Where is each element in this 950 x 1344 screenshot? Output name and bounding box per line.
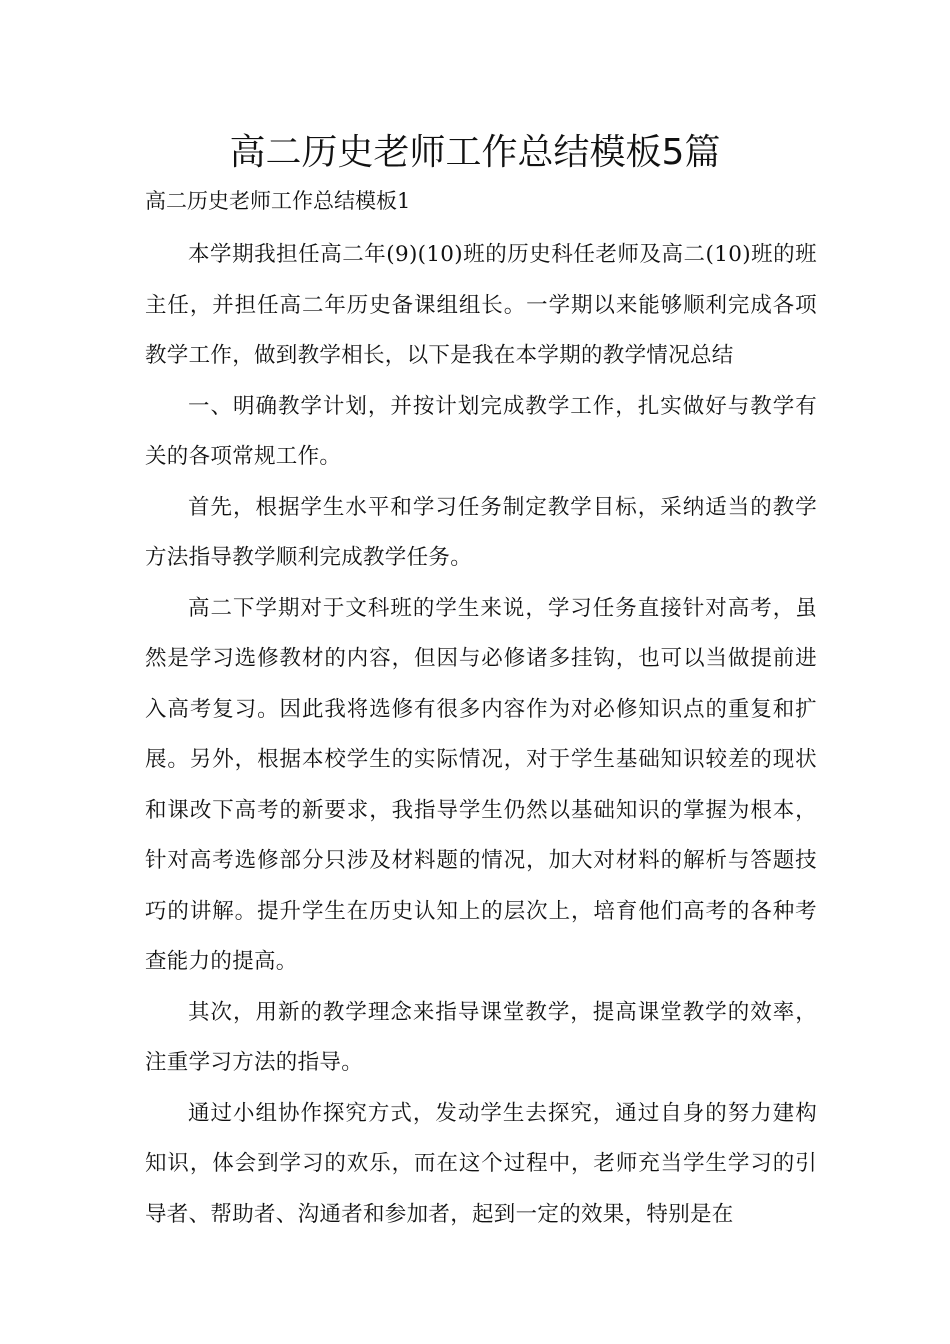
- paragraph-5: 其次，用新的教学理念来指导课堂教学，提高课堂教学的效率，注重学习方法的指导。: [145, 999, 817, 1075]
- document-title: 高二历史老师工作总结模板5篇: [229, 132, 721, 173]
- paragraph-6: 通过小组协作探究方式，发动学生去探究，通过自身的努力建构知识，体会到学习的欢乐，而在这个过程中，老师充当学生学习的引导者、帮助者、沟通者和参加者，起到一定的效果，特别是在: [145, 1100, 817, 1227]
- paragraph-2: 一、明确教学计划，并按计划完成教学工作，扎实做好与教学有关的各项常规工作。: [145, 393, 817, 469]
- paragraph-1: 本学期我担任高二年(9)(10)班的历史科任老师及高二(10)班的班主任，并担任高二年历史备课组组长。一学期以来能够顺利完成各项教学工作，做到教学相长，以下是我在本学期的教学情况总结: [145, 242, 817, 368]
- document-body: [145, 230, 817, 1240]
- document-subtitle: 高二历史老师工作总结模板1: [145, 189, 411, 213]
- paragraph-4: 高二下学期对于文科班的学生来说，学习任务直接针对高考，虽然是学习选修教材的内容，但因与必修诸多挂钩，也可以当做提前进入高考复习。因此我将选修有很多内容作为对必修知识点的重复和扩展。另外，根据本校学生的实际情况，对于学生基础知识较差的现状和课改下高考的新要求，我指导学生仍然以基础知识的掌握为根本，针对高考选修部分只涉及材料题的情况，加大对材料的解析与答题技巧的讲解。提升学生在历史认知上的层次上，培育他们高考的各种考查能力的提高。: [145, 595, 817, 974]
- paragraph-3: 首先，根据学生水平和学习任务制定教学目标，采纳适当的教学方法指导教学顺利完成教学任务。: [145, 494, 817, 570]
